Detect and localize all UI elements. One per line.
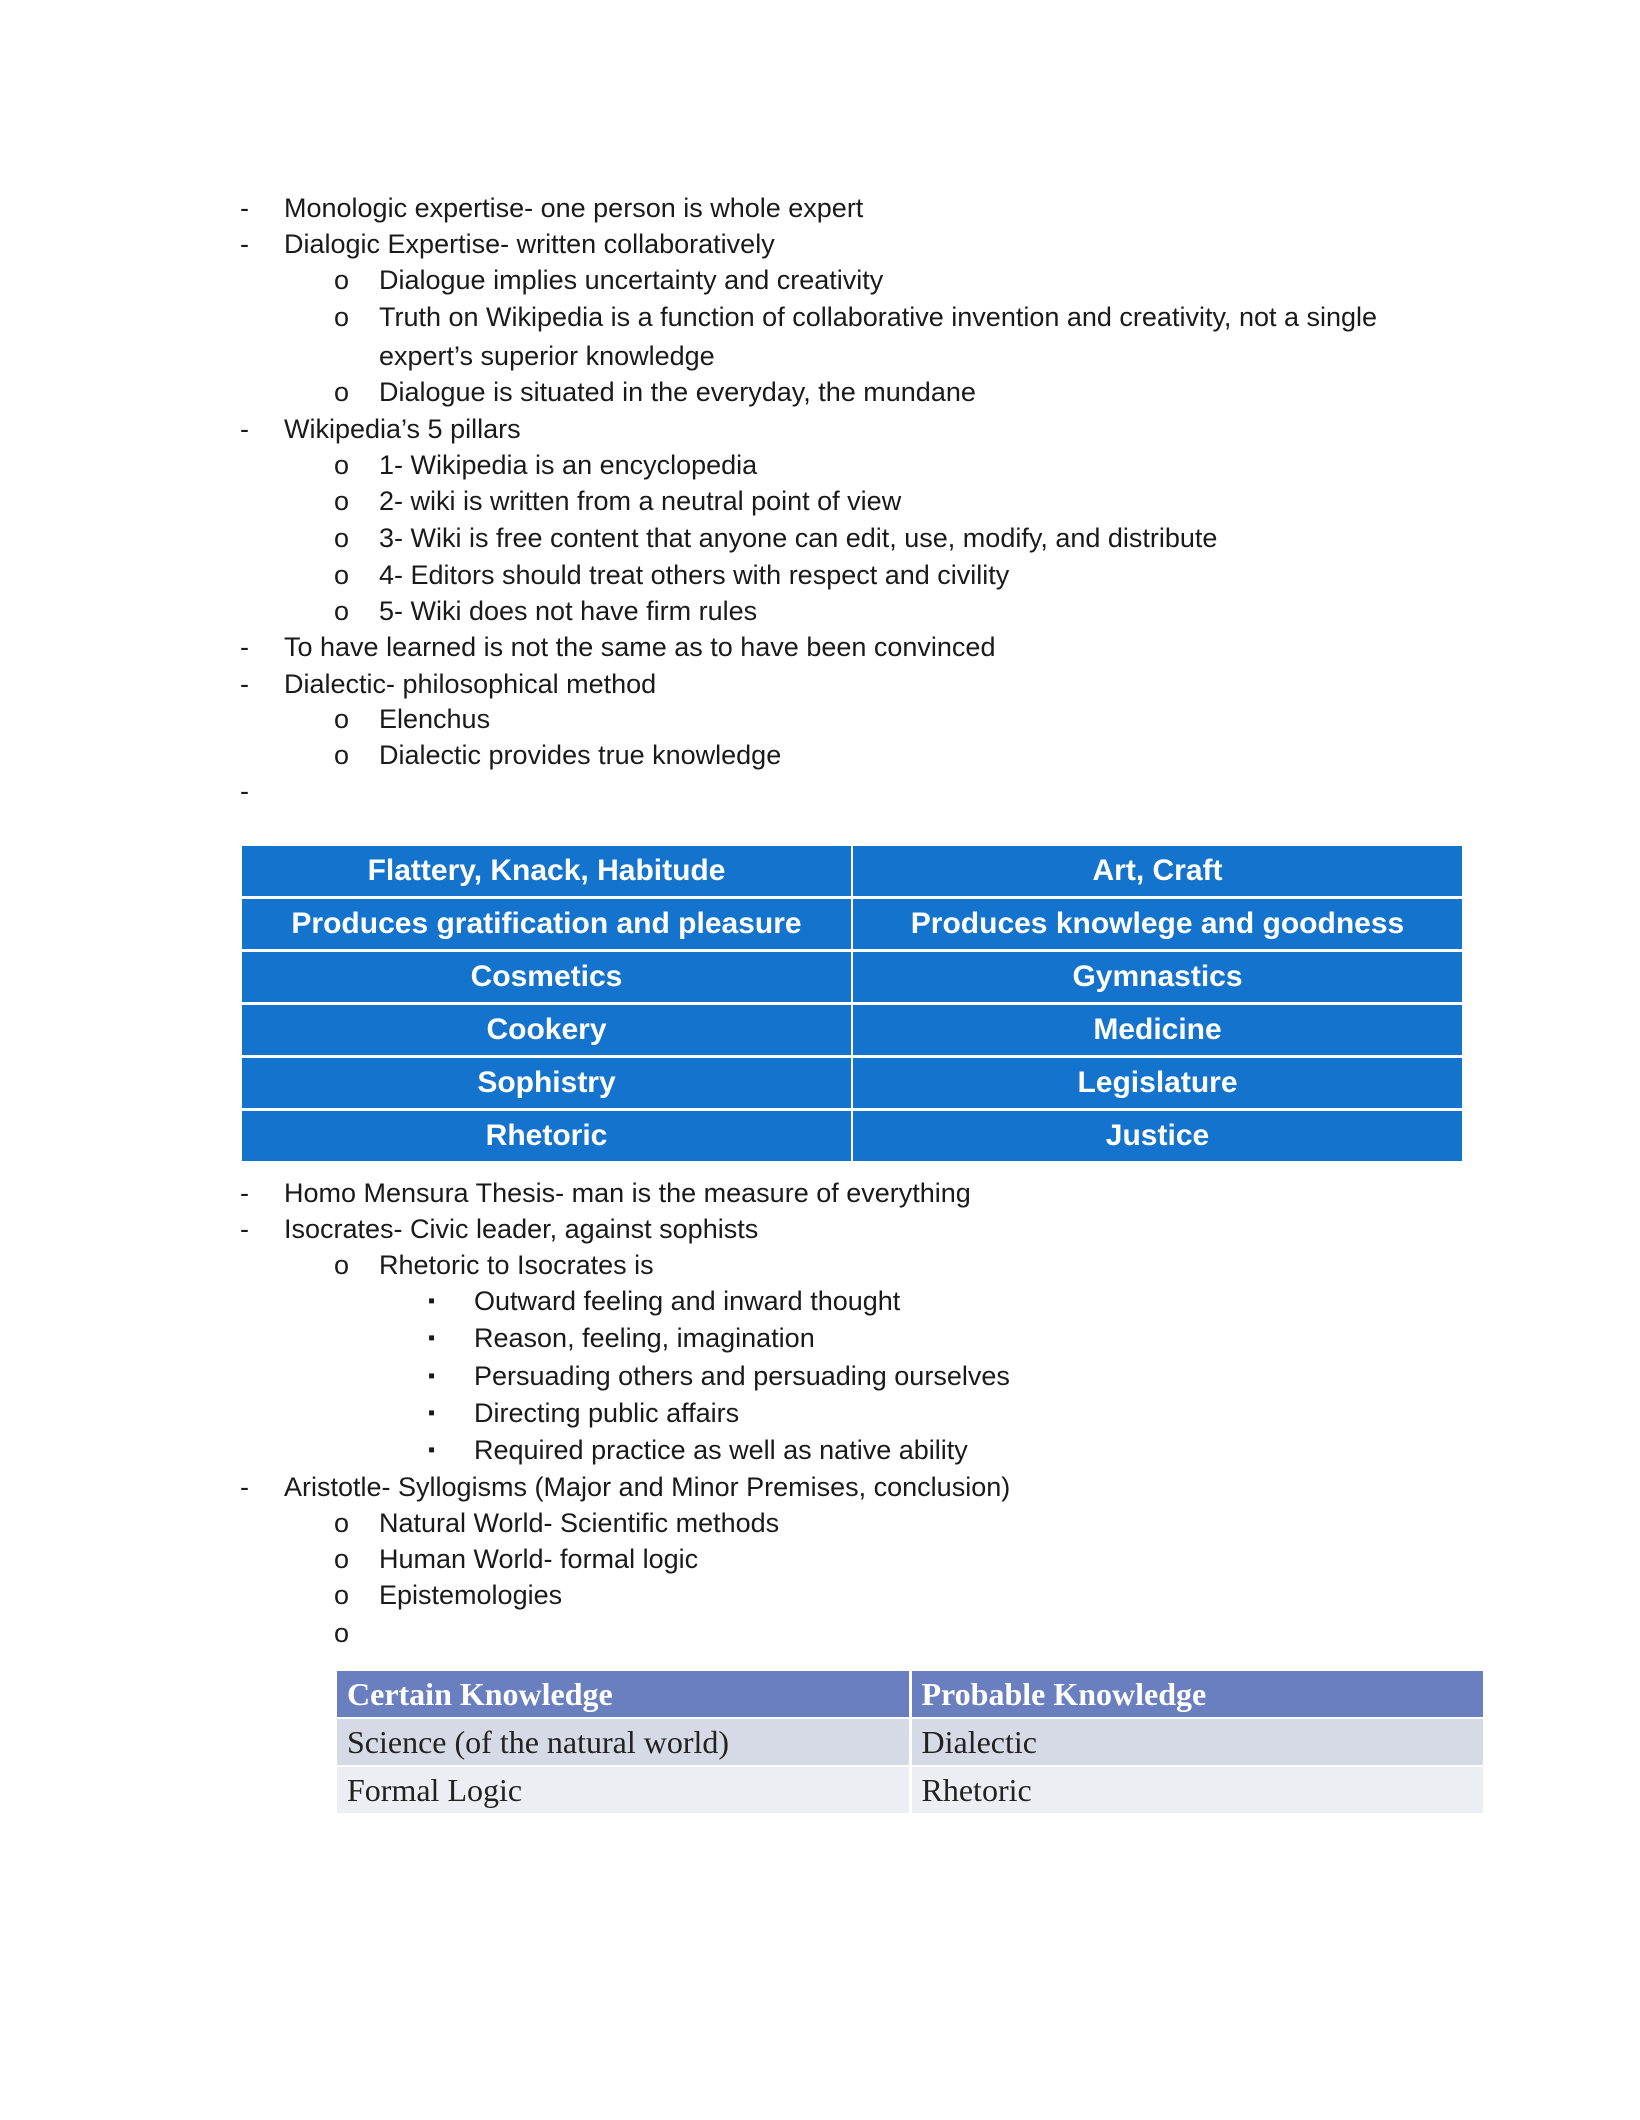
note-subitem: 1- Wikipedia is an encyclopedia <box>379 450 758 480</box>
note-subitem: Epistemologies <box>379 1580 563 1610</box>
table-row <box>242 952 1462 1002</box>
table-cell: Medicine <box>853 1005 1462 1055</box>
note-subitem: Natural World- Scientific methods <box>379 1508 780 1538</box>
table-cell: Cookery <box>242 1005 851 1055</box>
square-bullet: ▪ <box>428 1402 436 1424</box>
table-row <box>242 846 1462 896</box>
note-item: Isocrates- Civic leader, against sophists <box>284 1214 759 1244</box>
dash-marker: - <box>240 1472 249 1502</box>
note-subitem: Dialectic provides true knowledge <box>379 740 782 770</box>
note-subitem: Human World- formal logic <box>379 1544 699 1574</box>
note-subitem: 3- Wiki is free content that anyone can edit, use, modify, and distribute <box>379 523 1218 553</box>
note-item: Monologic expertise- one person is whole expert <box>284 193 864 223</box>
circle-bullet: o <box>334 1544 350 1574</box>
table-cell: Rhetoric <box>912 1767 1484 1813</box>
knowledge-table <box>334 1669 1486 1815</box>
circle-bullet: o <box>334 1508 350 1538</box>
note-subsubitem: Directing public affairs <box>474 1398 740 1428</box>
table-cell: Flattery, Knack, Habitude <box>242 846 851 896</box>
note-subitem: Dialogue implies uncertainty and creativity <box>379 265 884 295</box>
dash-marker: - <box>240 1214 249 1244</box>
table-row <box>242 1058 1462 1108</box>
note-continuation: expert’s superior knowledge <box>379 341 715 371</box>
table-row <box>242 899 1462 949</box>
note-item: Dialogic Expertise- written collaboratively <box>284 229 775 259</box>
note-item: To have learned is not the same as to have been convinced <box>284 632 996 662</box>
circle-bullet: o <box>334 450 350 480</box>
note-subitem: Dialogue is situated in the everyday, the mundane <box>379 377 976 407</box>
dash-marker: - <box>240 229 249 259</box>
table-cell: Legislature <box>853 1058 1462 1108</box>
note-subitem: 4- Editors should treat others with respect and civility <box>379 560 1010 590</box>
note-subitem: Rhetoric to Isocrates is <box>379 1250 654 1280</box>
square-bullet: ▪ <box>428 1327 436 1349</box>
table-header-cell: Certain Knowledge <box>337 1671 909 1717</box>
note-subitem: Truth on Wikipedia is a function of collaborative invention and creativity, not a single <box>379 302 1378 332</box>
table-header-row <box>337 1671 1483 1717</box>
circle-bullet: o <box>334 302 350 332</box>
dash-marker: - <box>240 776 249 806</box>
table-cell: Gymnastics <box>853 952 1462 1002</box>
circle-bullet: o <box>334 523 350 553</box>
table-row <box>337 1719 1483 1765</box>
table-cell: Produces knowlege and goodness <box>853 899 1462 949</box>
note-item: Aristotle- Syllogisms (Major and Minor Premises, conclusion) <box>284 1472 1011 1502</box>
table-cell: Art, Craft <box>853 846 1462 896</box>
table-cell: Rhetoric <box>242 1111 851 1161</box>
note-subsubitem: Outward feeling and inward thought <box>474 1286 901 1316</box>
circle-bullet: o <box>334 1618 350 1648</box>
table-cell: Dialectic <box>912 1719 1484 1765</box>
square-bullet: ▪ <box>428 1439 436 1461</box>
note-subitem: Elenchus <box>379 704 491 734</box>
table-cell: Formal Logic <box>337 1767 909 1813</box>
circle-bullet: o <box>334 560 350 590</box>
circle-bullet: o <box>334 486 350 516</box>
table-cell: Produces gratification and pleasure <box>242 899 851 949</box>
gorgias-comparison-table <box>240 843 1464 1164</box>
note-item: Dialectic- philosophical method <box>284 669 657 699</box>
table-cell: Cosmetics <box>242 952 851 1002</box>
note-item: Wikipedia’s 5 pillars <box>284 414 521 444</box>
note-subsubitem: Reason, feeling, imagination <box>474 1323 815 1353</box>
circle-bullet: o <box>334 377 350 407</box>
dash-marker: - <box>240 414 249 444</box>
circle-bullet: o <box>334 1250 350 1280</box>
note-subitem: 5- Wiki does not have firm rules <box>379 596 758 626</box>
circle-bullet: o <box>334 596 350 626</box>
table-row <box>242 1005 1462 1055</box>
dash-marker: - <box>240 1178 249 1208</box>
circle-bullet: o <box>334 265 350 295</box>
note-subsubitem: Required practice as well as native ability <box>474 1435 968 1465</box>
dash-marker: - <box>240 632 249 662</box>
table-cell: Sophistry <box>242 1058 851 1108</box>
circle-bullet: o <box>334 740 350 770</box>
table-row <box>242 1111 1462 1161</box>
note-subitem: 2- wiki is written from a neutral point of view <box>379 486 902 516</box>
table-row <box>337 1767 1483 1813</box>
dash-marker: - <box>240 669 249 699</box>
table-header-cell: Probable Knowledge <box>912 1671 1484 1717</box>
circle-bullet: o <box>334 1580 350 1610</box>
note-item: Homo Mensura Thesis- man is the measure of everything <box>284 1178 971 1208</box>
note-subsubitem: Persuading others and persuading ourselves <box>474 1361 1010 1391</box>
dash-marker: - <box>240 193 249 223</box>
circle-bullet: o <box>334 704 350 734</box>
square-bullet: ▪ <box>428 1290 436 1312</box>
table-cell: Justice <box>853 1111 1462 1161</box>
table-cell: Science (of the natural world) <box>337 1719 909 1765</box>
square-bullet: ▪ <box>428 1365 436 1387</box>
